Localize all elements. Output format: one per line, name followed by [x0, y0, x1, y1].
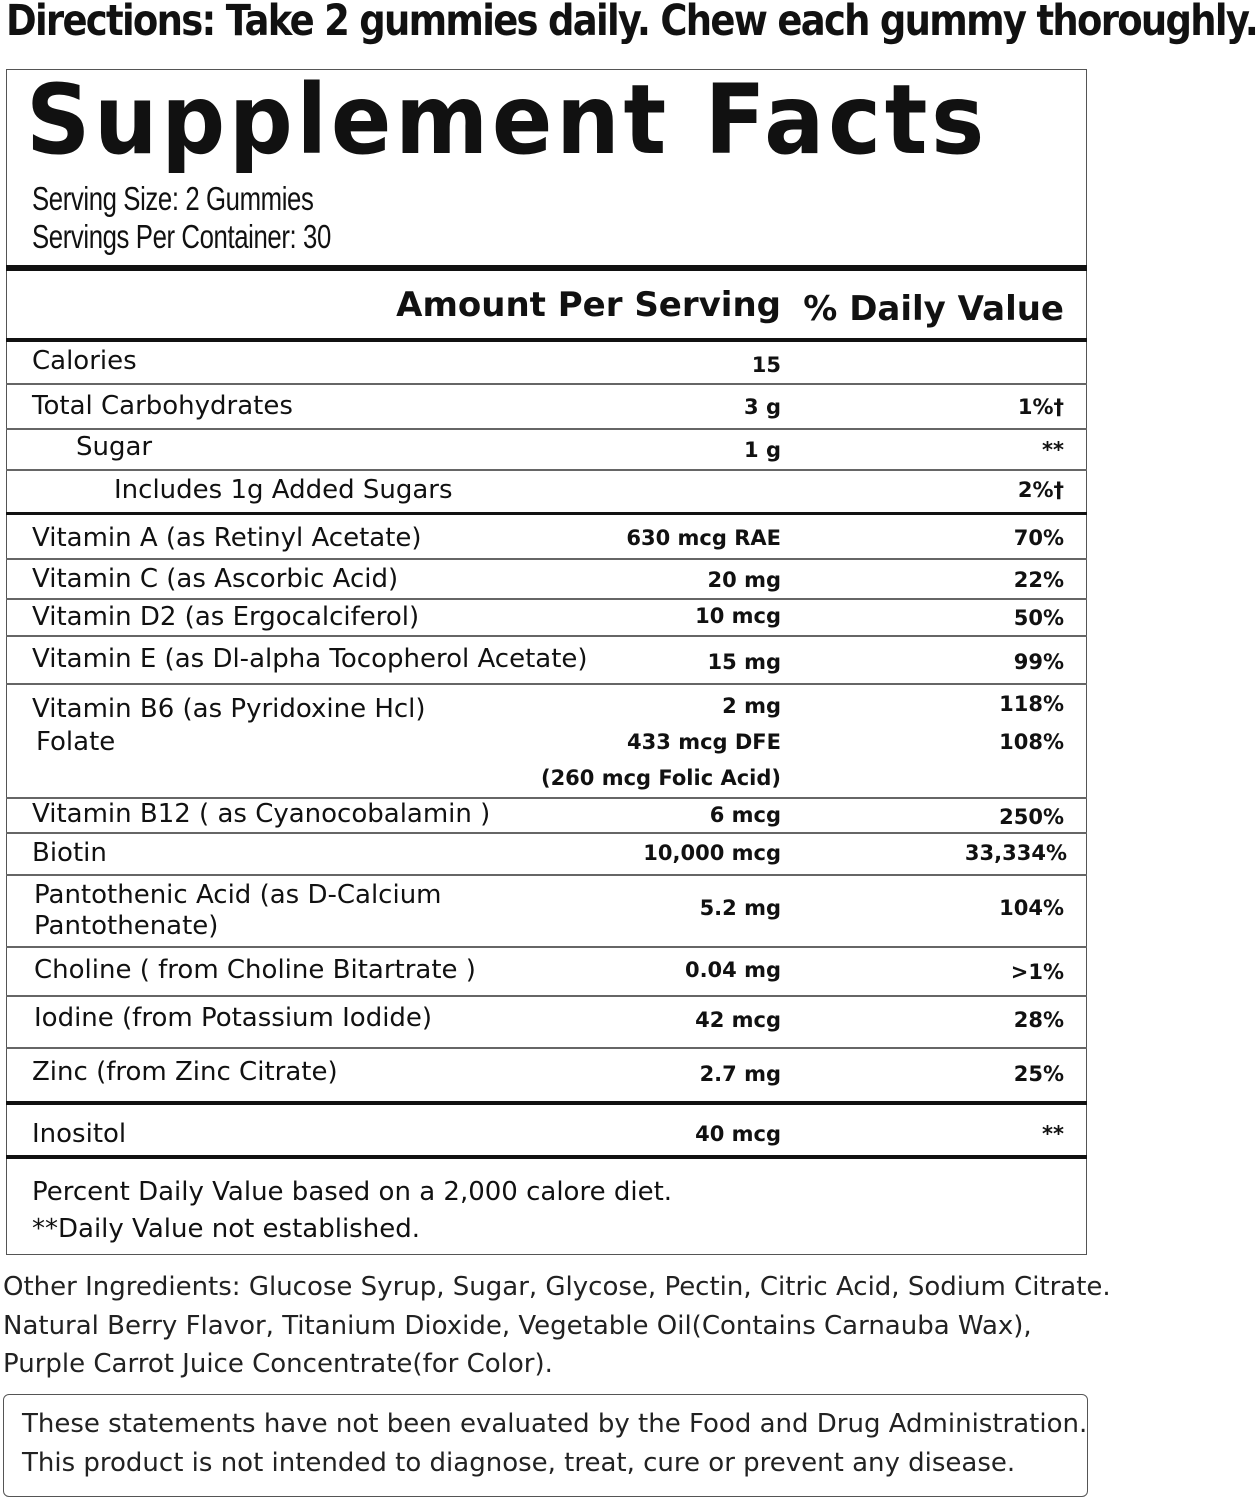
- divider: [6, 995, 1087, 997]
- nutrient-amount-note: (260 mcg Folic Acid): [540, 766, 781, 790]
- nutrient-label: Zinc (from Zinc Citrate): [32, 1057, 338, 1087]
- divider: [6, 598, 1087, 600]
- divider-thick: [6, 265, 1087, 271]
- serving-size: Serving Size: 2 Gummies: [32, 180, 314, 217]
- nutrient-amount: 433 mcg DFE: [627, 730, 781, 754]
- divider: [6, 832, 1087, 834]
- nutrient-label: Vitamin A (as Retinyl Acetate): [32, 523, 422, 553]
- nutrient-label: Folate: [36, 727, 116, 757]
- nutrient-daily-value: 28%: [1013, 1008, 1064, 1032]
- nutrient-label: Vitamin C (as Ascorbic Acid): [32, 564, 399, 594]
- divider-thick: [6, 1155, 1087, 1159]
- footnote-not-established: **Daily Value not established.: [32, 1214, 420, 1244]
- panel-title: Supplement Facts: [26, 64, 988, 176]
- fda-disclaimer-line: This product is not intended to diagnose, treat, cure or prevent any disease.: [22, 1448, 1016, 1478]
- nutrient-amount: 20 mg: [707, 568, 781, 592]
- nutrient-label: Vitamin B6 (as Pyridoxine Hcl): [32, 694, 426, 724]
- divider-thick: [6, 512, 1087, 515]
- nutrient-amount: 0.04 mg: [684, 958, 781, 982]
- nutrient-daily-value: 1%†: [1017, 395, 1064, 419]
- directions-text: Directions: Take 2 gummies daily. Chew each gummy thoroughly.: [6, 0, 1257, 46]
- header-daily-value: % Daily Value: [803, 289, 1064, 329]
- other-ingredients-line: Purple Carrot Juice Concentrate(for Color).: [3, 1349, 553, 1379]
- nutrient-daily-value: **: [1042, 438, 1064, 462]
- other-ingredients-line: Natural Berry Flavor, Titanium Dioxide, Vegetable Oil(Contains Carnauba Wax),: [3, 1311, 1032, 1341]
- nutrient-daily-value: 50%: [1013, 606, 1064, 630]
- nutrient-daily-value: 22%: [1013, 568, 1064, 592]
- nutrient-daily-value: 118%: [999, 692, 1064, 716]
- divider: [6, 558, 1087, 560]
- nutrient-daily-value: >1%: [1010, 960, 1064, 984]
- nutrient-label: Biotin: [32, 838, 107, 868]
- nutrient-label: Pantothenic Acid (as D-Calcium: [34, 880, 442, 910]
- nutrient-label: Inositol: [32, 1119, 127, 1149]
- nutrient-amount: 2 mg: [722, 694, 781, 718]
- divider-thick: [6, 1101, 1087, 1105]
- nutrient-label: Total Carbohydrates: [32, 391, 293, 421]
- footnote-daily-value: Percent Daily Value based on a 2,000 calore diet.: [32, 1177, 673, 1207]
- divider: [6, 874, 1087, 876]
- nutrient-amount: 6 mcg: [709, 803, 781, 827]
- divider: [6, 635, 1087, 637]
- nutrient-daily-value: 70%: [1013, 526, 1064, 550]
- nutrient-amount: 1 g: [744, 438, 781, 462]
- nutrient-daily-value: 33,334%: [964, 841, 1067, 865]
- nutrient-label: Pantothenate): [34, 911, 219, 941]
- nutrient-amount: 15 mg: [707, 650, 781, 674]
- divider: [6, 946, 1087, 948]
- nutrient-label: Includes 1g Added Sugars: [114, 475, 453, 505]
- nutrient-label: Calories: [32, 346, 137, 376]
- nutrient-amount: 10 mcg: [695, 604, 781, 628]
- divider-thick: [6, 338, 1087, 342]
- nutrient-amount: 3 g: [744, 395, 781, 419]
- divider: [6, 1047, 1087, 1049]
- divider: [6, 469, 1087, 471]
- nutrient-label: Vitamin D2 (as Ergocalciferol): [32, 602, 420, 632]
- nutrient-daily-value: 99%: [1013, 650, 1064, 674]
- nutrient-daily-value: 2%†: [1017, 478, 1064, 502]
- divider: [6, 683, 1087, 685]
- nutrient-daily-value: **: [1042, 1122, 1064, 1146]
- divider: [6, 383, 1087, 385]
- fda-disclaimer-line: These statements have not been evaluated by the Food and Drug Administration.: [22, 1409, 1088, 1439]
- nutrient-label: Vitamin B12 ( as Cyanocobalamin ): [32, 799, 491, 829]
- other-ingredients-line: Other Ingredients: Glucose Syrup, Sugar, Glycose, Pectin, Citric Acid, Sodium Citrate.: [3, 1272, 1111, 1302]
- divider: [6, 428, 1087, 430]
- nutrient-daily-value: 25%: [1013, 1062, 1064, 1086]
- nutrient-amount: 40 mcg: [695, 1122, 781, 1146]
- nutrient-label: Iodine (from Potassium Iodide): [34, 1003, 433, 1033]
- nutrient-daily-value: 250%: [999, 805, 1064, 829]
- nutrient-daily-value: 108%: [999, 730, 1064, 754]
- nutrient-label: Choline ( from Choline Bitartrate ): [34, 955, 476, 985]
- nutrient-amount: 5.2 mg: [699, 896, 781, 920]
- nutrient-label: Vitamin E (as Dl-alpha Tocopherol Acetate): [32, 644, 588, 674]
- header-amount-per-serving: Amount Per Serving: [396, 285, 781, 325]
- nutrient-daily-value: 104%: [999, 896, 1064, 920]
- nutrient-amount: 2.7 mg: [699, 1062, 781, 1086]
- nutrient-amount: 10,000 mcg: [643, 841, 781, 865]
- nutrient-amount: 15: [751, 353, 781, 377]
- nutrient-amount: 630 mcg RAE: [626, 526, 781, 550]
- nutrient-label: Sugar: [76, 432, 153, 462]
- nutrient-amount: 42 mcg: [695, 1008, 781, 1032]
- servings-per-container: Servings Per Container: 30: [32, 218, 331, 255]
